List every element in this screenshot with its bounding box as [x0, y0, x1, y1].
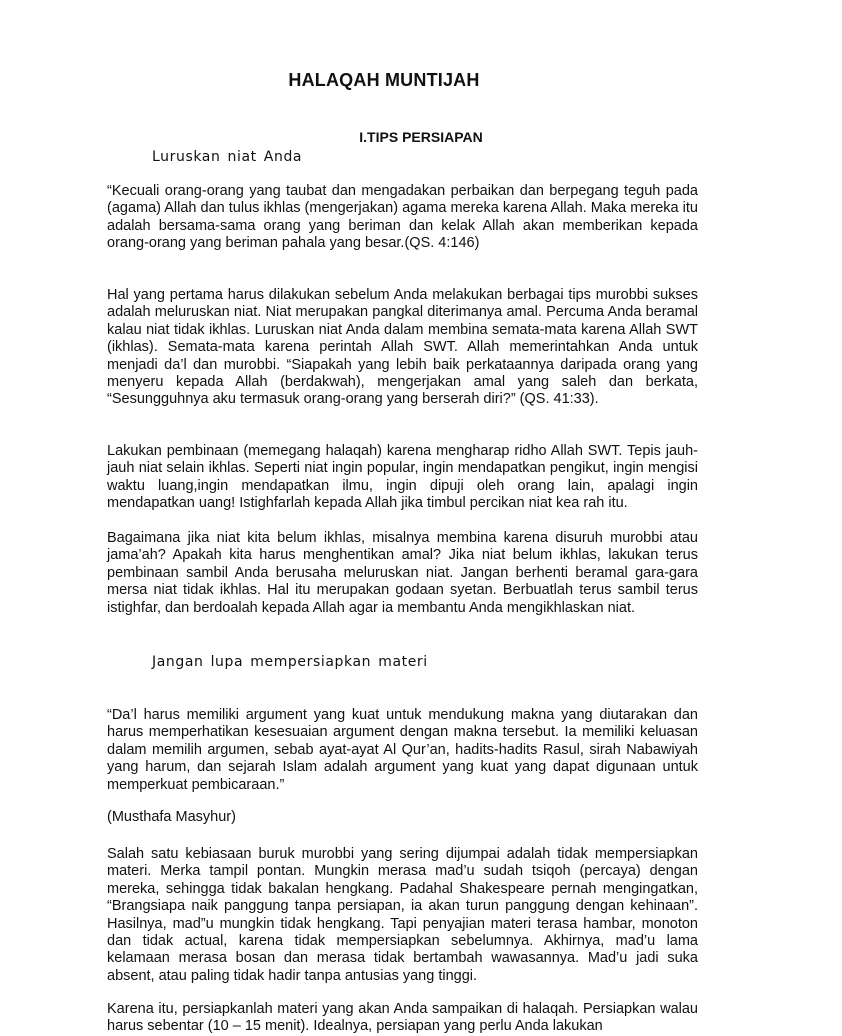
body-paragraph-1: Hal yang pertama harus dilakukan sebelum Anda melakukan berbagai tips murobbi sukses adalah meluruskan niat. Niat merupakan pangkal diterimanya amal. Percuma Anda beramal kalau niat tidak ikhlas. Luruskan niat Anda dalam membina semata-mata karena Allah SWT (ikhlas). Semata-mata karena perintah Allah SWT. Allah memerintahkan Anda untuk menjadi da’l dan murobbi. “Siapakah yang lebih baik perkataannya daripada orang yang menyeru kepada Allah (berdakwah), mengerjakan amal yang saleh dan berkata, “Sesungguhnya aku termasuk orang-orang yang berserah diri?” (QS. 41:33).	[107, 287, 698, 408]
subheading-niat: Luruskan niat Anda	[152, 149, 303, 165]
section-heading: I.TIPS PERSIAPAN	[359, 129, 483, 145]
subheading-materi: Jangan lupa mempersiapkan materi	[152, 654, 428, 670]
quote-paragraph-2: “Da’l harus memiliki argument yang kuat untuk mendukung makna yang diutarakan dan harus memperhatikan kesesuaian argument dengan makna tersebut. Ia memiliki keluasan dalam memilih argumen, sebab ayat-ayat Al Qur’an, hadits-hadits Rasul, sirah Nabawiyah yang harum, dan sejarah Islam adalah argument yang kuat yang dapat digunaan untuk memperkuat pembicaraan.”	[107, 707, 698, 793]
body-paragraph-4: Salah satu kebiasaan buruk murobbi yang sering dijumpai adalah tidak mempersiapkan materi. Merka tampil pontan. Mungkin merasa mad’u sudah tsiqoh (percaya) dengan mereka, sehingga tidak bakalan hengkang. Padahal Shakespeare pernah mengingatkan, “Brangsiapa naik panggung tanpa persiapan, ia akan turun panggung dengan kehinaan”. Hasilnya, mad”u mungkin tidak hengkang. Tapi penyajian materi terasa hambar, monoton dan tidak actual, karena tidak mempersiapkan sebelumnya. Akhirnya, mad’u lama kelamaan merasa bosan dan merasa tidak bertambah wawasannya. Mad’u jadi suka absent, atau paling tidak hadir tanpa antusias yang tinggi.	[107, 846, 698, 984]
quote-paragraph-1: “Kecuali orang-orang yang taubat dan mengadakan perbaikan dan berpegang teguh pada (agama) Allah dan tulus ikhlas (mengerjakan) agama mereka karena Allah. Maka mereka itu adalah bersama-sama orang yang beriman dan kelak Allah akan memberikan kepada orang-orang yang beriman pahala yang besar.(QS. 4:146)	[107, 183, 698, 252]
body-paragraph-3: Bagaimana jika niat kita belum ikhlas, misalnya membina karena disuruh murobbi atau jama’ah? Apakah kita harus menghentikan amal? Jika niat belum ikhlas, lakukan terus pembinaan sambil Anda berusaha meluruskan niat. Jangan berhenti beramal gara-gara mersa niat tidak ikhlas. Hal itu merupakan godaan syetan. Berbuatlah terus sambil terus istighfar, dan berdoalah kepada Allah agar ia membantu Anda mengikhlaskan niat.	[107, 530, 698, 616]
document-title: HALAQAH MUNTIJAH	[288, 70, 480, 90]
body-paragraph-5: Karena itu, persiapkanlah materi yang akan Anda sampaikan di halaqah. Persiapkan walau harus sebentar (10 – 15 menit). Idealnya, persiapan yang perlu Anda lakukan	[107, 1001, 698, 1035]
body-paragraph-2: Lakukan pembinaan (memegang halaqah) karena mengharap ridho Allah SWT. Tepis jauh-jauh niat selain ikhlas. Seperti niat ingin popular, ingin mendapatkan pengikut, ingin mengisi waktu luang,ingin mendapatkan ilmu, ingin dipuji oleh orang lain, apalagi ingin mendapatkan uang! Istighfarlah kepada Allah jika timbul percikan niat kea rah itu.	[107, 443, 698, 512]
quote-attribution: (Musthafa Masyhur)	[107, 809, 236, 825]
